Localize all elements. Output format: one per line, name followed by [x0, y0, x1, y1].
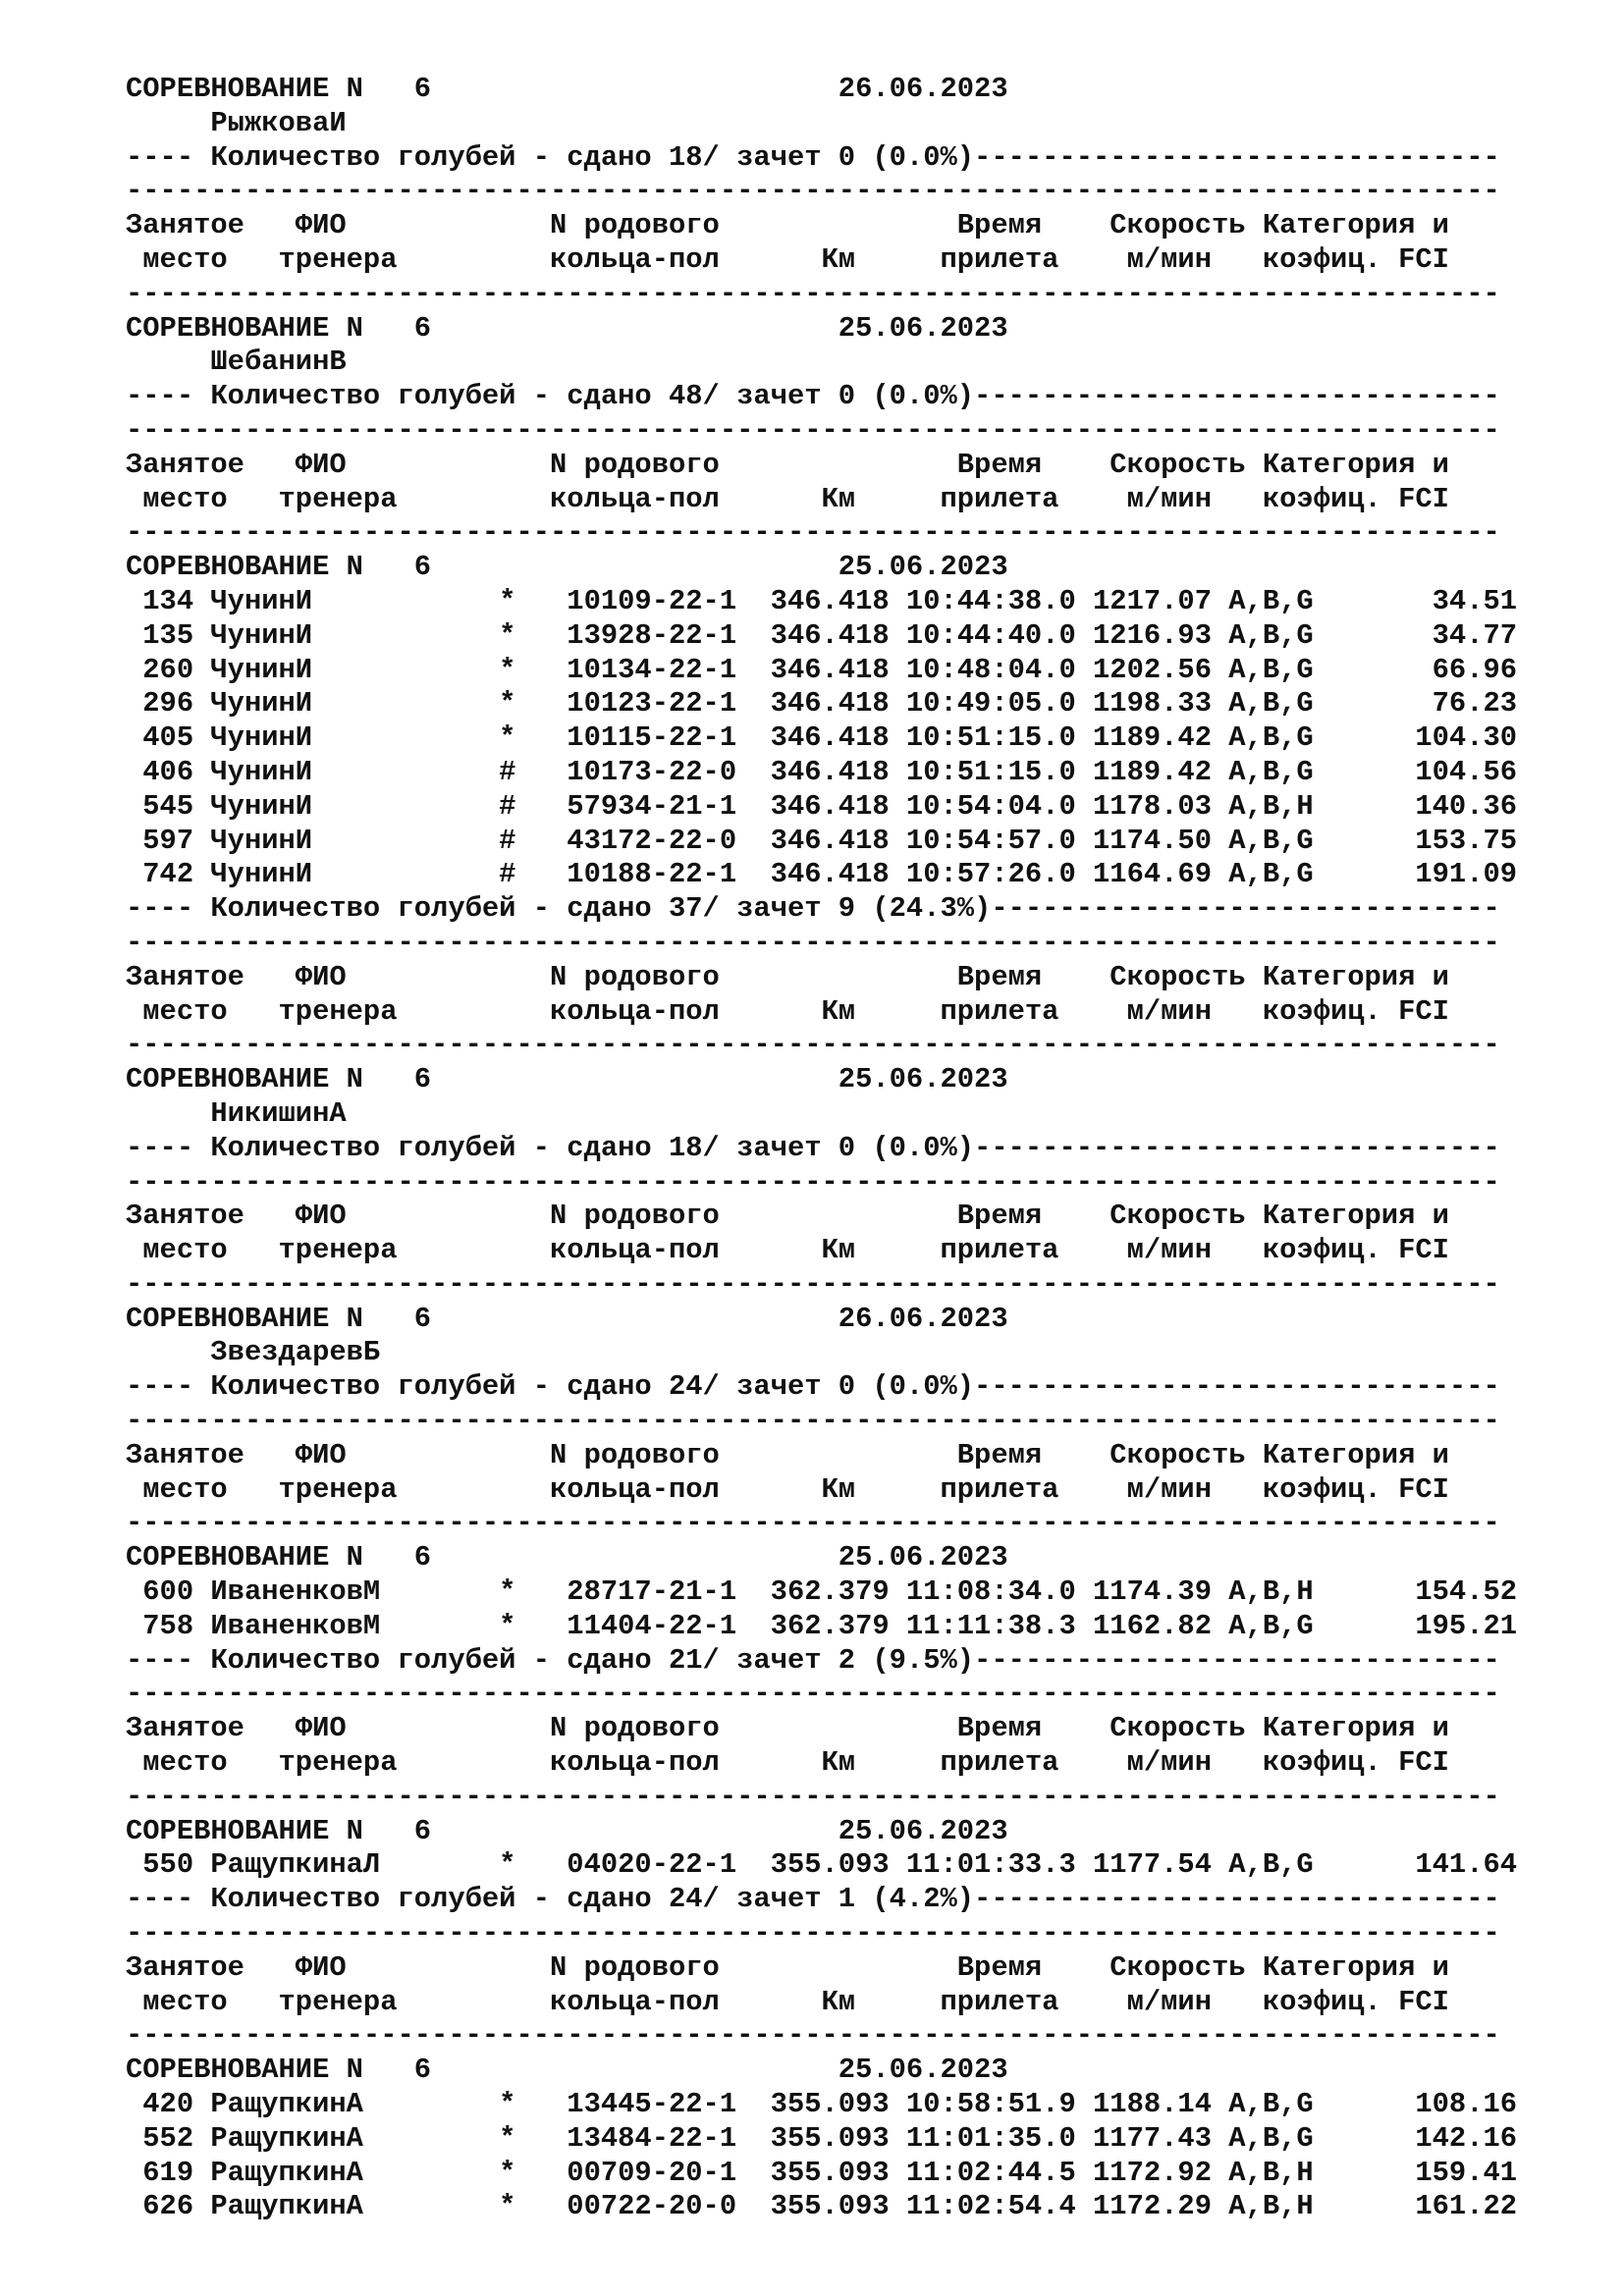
- divider: ---------------------------------------------------------------------------------: [126, 1165, 1500, 1199]
- divider: ---------------------------------------------------------------------------------: [126, 926, 1500, 959]
- column-header-row-1: Занятое ФИО N родового Время Скорость Категория и: [126, 960, 1449, 993]
- column-header-row-1: Занятое ФИО N родового Время Скорость Категория и: [126, 209, 1449, 242]
- results-printout: [126, 73, 1517, 2224]
- owner-name: ШебанинВ: [126, 346, 347, 379]
- summary-line: ---- Количество голубей - сдано 24/ зачет 1 (4.2%)-------------------------------: [126, 1883, 1500, 1916]
- competition-header: СОРЕВНОВАНИЕ N 6 25.06.2023: [126, 311, 1008, 345]
- result-row: 420 РащупкинА * 13445-22-1 355.093 10:58:51.9 1188.14 A,B,G 108.16: [126, 2088, 1518, 2121]
- summary-line: ---- Количество голубей - сдано 24/ зачет 0 (0.0%)-------------------------------: [126, 1370, 1500, 1404]
- column-header-row-1: Занятое ФИО N родового Время Скорость Категория и: [126, 1200, 1449, 1233]
- column-header-row-2: место тренера кольца-пол Км прилета м/мин коэфиц. FCI: [126, 1985, 1449, 2018]
- column-header-row-1: Занятое ФИО N родового Время Скорость Категория и: [126, 1438, 1449, 1471]
- competition-header: СОРЕВНОВАНИЕ N 6 25.06.2023: [126, 1063, 1008, 1096]
- result-row: 545 ЧунинИ # 57934-21-1 346.418 10:54:04.0 1178.03 A,B,H 140.36: [126, 789, 1518, 823]
- divider: ---------------------------------------------------------------------------------: [126, 175, 1500, 208]
- column-header-row-2: место тренера кольца-пол Км прилета м/мин коэфиц. FCI: [126, 1746, 1449, 1780]
- result-row: 552 РащупкинА * 13484-22-1 355.093 11:01:35.0 1177.43 A,B,G 142.16: [126, 2121, 1518, 2155]
- result-row: 135 ЧунинИ * 13928-22-1 346.418 10:44:40.0 1216.93 A,B,G 34.77: [126, 618, 1518, 652]
- column-header-row-2: место тренера кольца-пол Км прилета м/мин коэфиц. FCI: [126, 482, 1449, 515]
- divider: ---------------------------------------------------------------------------------: [126, 1507, 1500, 1540]
- divider: ---------------------------------------------------------------------------------: [126, 277, 1500, 310]
- divider: ---------------------------------------------------------------------------------: [126, 1678, 1500, 1711]
- divider: ---------------------------------------------------------------------------------: [126, 1029, 1500, 1062]
- divider: ---------------------------------------------------------------------------------: [126, 1405, 1500, 1438]
- column-header-row-2: место тренера кольца-пол Км прилета м/мин коэфиц. FCI: [126, 994, 1449, 1028]
- column-header-row-1: Занятое ФИО N родового Время Скорость Категория и: [126, 1712, 1449, 1745]
- competition-header: СОРЕВНОВАНИЕ N 6 25.06.2023: [126, 551, 1008, 584]
- result-row: 597 ЧунинИ # 43172-22-0 346.418 10:54:57.0 1174.50 A,B,G 153.75: [126, 824, 1518, 857]
- summary-line: ---- Количество голубей - сдано 48/ зачет 0 (0.0%)-------------------------------: [126, 380, 1500, 413]
- column-header-row-1: Занятое ФИО N родового Время Скорость Категория и: [126, 448, 1449, 481]
- owner-name: ЗвездаревБ: [126, 1336, 381, 1369]
- competition-header: СОРЕВНОВАНИЕ N 6 25.06.2023: [126, 1541, 1008, 1575]
- column-header-row-2: место тренера кольца-пол Км прилета м/мин коэфиц. FCI: [126, 1472, 1449, 1506]
- column-header-row-1: Занятое ФИО N родового Время Скорость Категория и: [126, 1950, 1449, 1984]
- owner-name: НикишинА: [126, 1096, 347, 1130]
- summary-line: ---- Количество голубей - сдано 18/ зачет 0 (0.0%)-------------------------------: [126, 1131, 1500, 1164]
- competition-header: СОРЕВНОВАНИЕ N 6 26.06.2023: [126, 1302, 1008, 1335]
- competition-header: СОРЕВНОВАНИЕ N 6 25.06.2023: [126, 2054, 1008, 2087]
- divider: ---------------------------------------------------------------------------------: [126, 413, 1500, 447]
- summary-line: ---- Количество голубей - сдано 37/ зачет 9 (24.3%)------------------------------: [126, 892, 1500, 926]
- column-header-row-2: место тренера кольца-пол Км прилета м/мин коэфиц. FCI: [126, 242, 1449, 276]
- divider: ---------------------------------------------------------------------------------: [126, 1267, 1500, 1301]
- summary-line: ---- Количество голубей - сдано 21/ зачет 2 (9.5%)-------------------------------: [126, 1643, 1500, 1677]
- competition-header: СОРЕВНОВАНИЕ N 6 25.06.2023: [126, 1814, 1008, 1847]
- divider: ---------------------------------------------------------------------------------: [126, 2019, 1500, 2053]
- result-row: 296 ЧунинИ * 10123-22-1 346.418 10:49:05.0 1198.33 A,B,G 76.23: [126, 687, 1518, 721]
- result-row: 626 РащупкинА * 00722-20-0 355.093 11:02:54.4 1172.29 A,B,H 161.22: [126, 2190, 1518, 2223]
- result-row: 550 РащупкинаЛ * 04020-22-1 355.093 11:01:33.3 1177.54 A,B,G 141.64: [126, 1848, 1518, 1882]
- result-row: 742 ЧунинИ # 10188-22-1 346.418 10:57:26.0 1164.69 A,B,G 191.09: [126, 858, 1518, 891]
- owner-name: РыжковаИ: [126, 106, 347, 139]
- result-row: 406 ЧунинИ # 10173-22-0 346.418 10:51:15.0 1189.42 A,B,G 104.56: [126, 755, 1518, 788]
- result-row: 260 ЧунинИ * 10134-22-1 346.418 10:48:04.0 1202.56 A,B,G 66.96: [126, 653, 1518, 686]
- result-row: 619 РащупкинА * 00709-20-1 355.093 11:02:44.5 1172.92 A,B,H 159.41: [126, 2156, 1518, 2189]
- result-row: 600 ИваненковМ * 28717-21-1 362.379 11:08:34.0 1174.39 A,B,H 154.52: [126, 1575, 1518, 1609]
- result-row: 134 ЧунинИ * 10109-22-1 346.418 10:44:38.0 1217.07 A,B,G 34.51: [126, 584, 1518, 617]
- summary-line: ---- Количество голубей - сдано 18/ зачет 0 (0.0%)-------------------------------: [126, 140, 1500, 174]
- result-row: 758 ИваненковМ * 11404-22-1 362.379 11:11:38.3 1162.82 A,B,G 195.21: [126, 1609, 1518, 1642]
- result-row: 405 ЧунинИ * 10115-22-1 346.418 10:51:15.0 1189.42 A,B,G 104.30: [126, 721, 1518, 755]
- column-header-row-2: место тренера кольца-пол Км прилета м/мин коэфиц. FCI: [126, 1234, 1449, 1267]
- divider: ---------------------------------------------------------------------------------: [126, 516, 1500, 550]
- divider: ---------------------------------------------------------------------------------: [126, 1917, 1500, 1950]
- divider: ---------------------------------------------------------------------------------: [126, 1780, 1500, 1813]
- competition-header: СОРЕВНОВАНИЕ N 6 26.06.2023: [126, 73, 1008, 105]
